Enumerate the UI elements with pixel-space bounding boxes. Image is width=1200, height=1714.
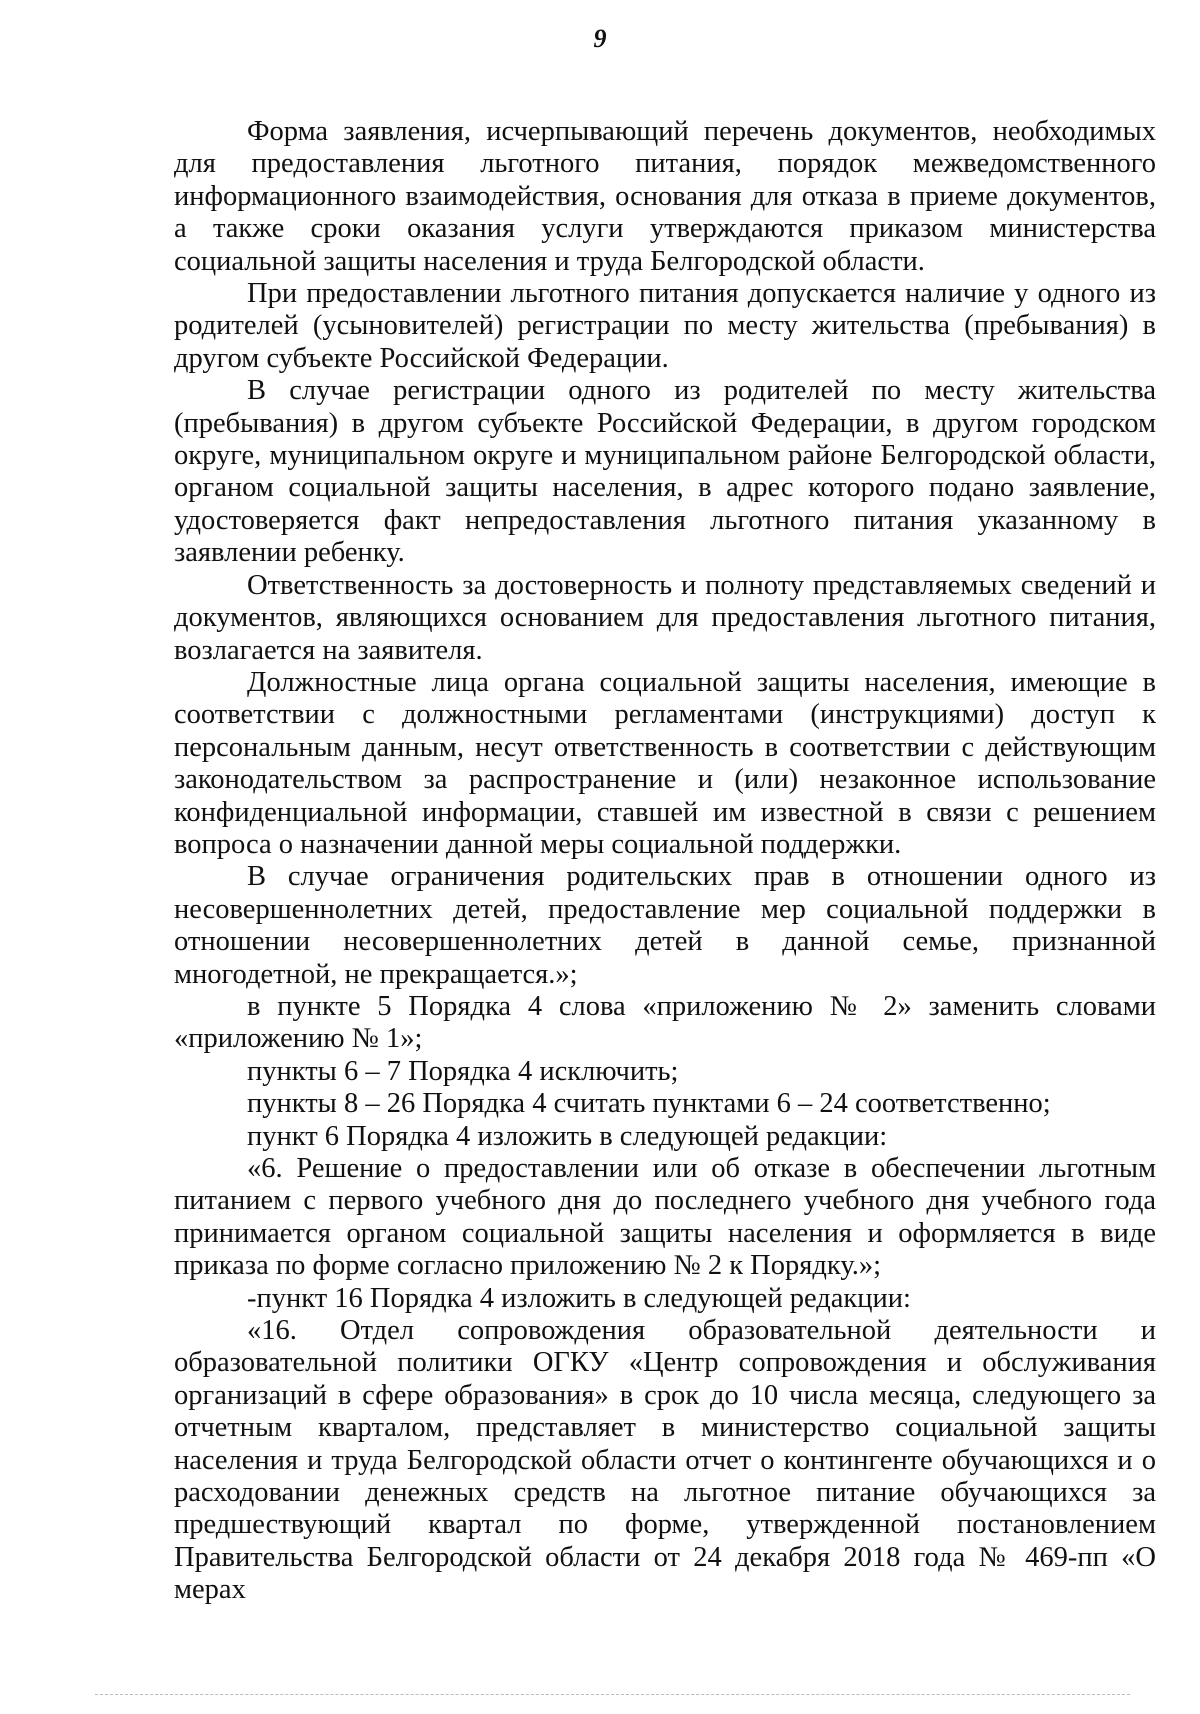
paragraph: Форма заявления, исчерпывающий перечень документов, необходимых для предоставления льготного питания, порядок межведомственного информационного взаимодействия, основания для отказа в приеме документов, а также сроки оказания услуги утверждаются приказом министерства социальной защиты населения и труда Белгородской области. xyxy=(174,116,1156,277)
paragraph: пункт 6 Порядка 4 изложить в следующей редакции: xyxy=(247,1120,888,1152)
paragraph: в пункте 5 Порядка 4 слова «приложению № 2» заменить словами «приложению № 1»; xyxy=(174,990,1156,1055)
page-number: 9 xyxy=(593,24,607,53)
scan-edge-divider xyxy=(95,1694,1130,1695)
paragraph: В случае регистрации одного из родителей по месту жительства (пребывания) в другом субъекте Российской Федерации, в другом городском округе, муниципальном округе и муниципальном районе Белгородской области, органом социальной защиты населения, в адрес которого подано заявление, удостоверяется факт непредоставления льготного питания указанному в заявлении ребенку. xyxy=(174,375,1156,569)
paragraph: пункты 8 – 26 Порядка 4 считать пунктами 6 – 24 соответственно; xyxy=(247,1088,1051,1120)
paragraph: Должностные лица органа социальной защиты населения, имеющие в соответствии с должностными регламентами (инструкциями) доступ к персональным данным, несут ответственность в соответствии с действующим законодательством за распространение и (или) незаконное использование конфиденциальной информации, ставшей им известной в связи с решением вопроса о назначении данной меры социальной поддержки. xyxy=(174,666,1156,860)
document-body xyxy=(174,116,1156,1607)
paragraph: В случае ограничения родительских прав в отношении одного из несовершеннолетних детей, предоставление мер социальной поддержки в отношении несовершеннолетних детей в данной семье, признанной многодетной, не прекращается.»; xyxy=(174,861,1156,990)
paragraph: При предоставлении льготного питания допускается наличие у одного из родителей (усыновителей) регистрации по месту жительства (пребывания) в другом субъекте Российской Федерации. xyxy=(174,278,1156,374)
paragraph: «16. Отдел сопровождения образовательной деятельности и образовательной политики ОГКУ «Центр сопровождения и обслуживания организаций в сфере образования» в срок до 10 числа месяца, следующего за отчетным кварталом, представляет в министерство социальной защиты населения и труда Белгородской области отчет о контингенте обучающихся и о расходовании денежных средств на льготное питание обучающихся за предшествующий квартал по форме, утвержденной постановлением Правительства Белгородской области от 24 декабря 2018 года № 469-пп «О мерах xyxy=(174,1315,1156,1606)
paragraph: Ответственность за достоверность и полноту представляемых сведений и документов, являющихся основанием для предоставления льготного питания, возлагается на заявителя. xyxy=(174,569,1156,666)
paragraph: пункты 6 – 7 Порядка 4 исключить; xyxy=(247,1055,679,1087)
paragraph: -пункт 16 Порядка 4 изложить в следующей редакции: xyxy=(247,1282,911,1314)
paragraph: «6. Решение о предоставлении или об отказе в обеспечении льготным питанием с первого учебного дня до последнего учебного дня учебного года принимается органом социальной защиты населения и оформляется в виде приказа по форме согласно приложению № 2 к Порядку.»; xyxy=(174,1153,1156,1282)
